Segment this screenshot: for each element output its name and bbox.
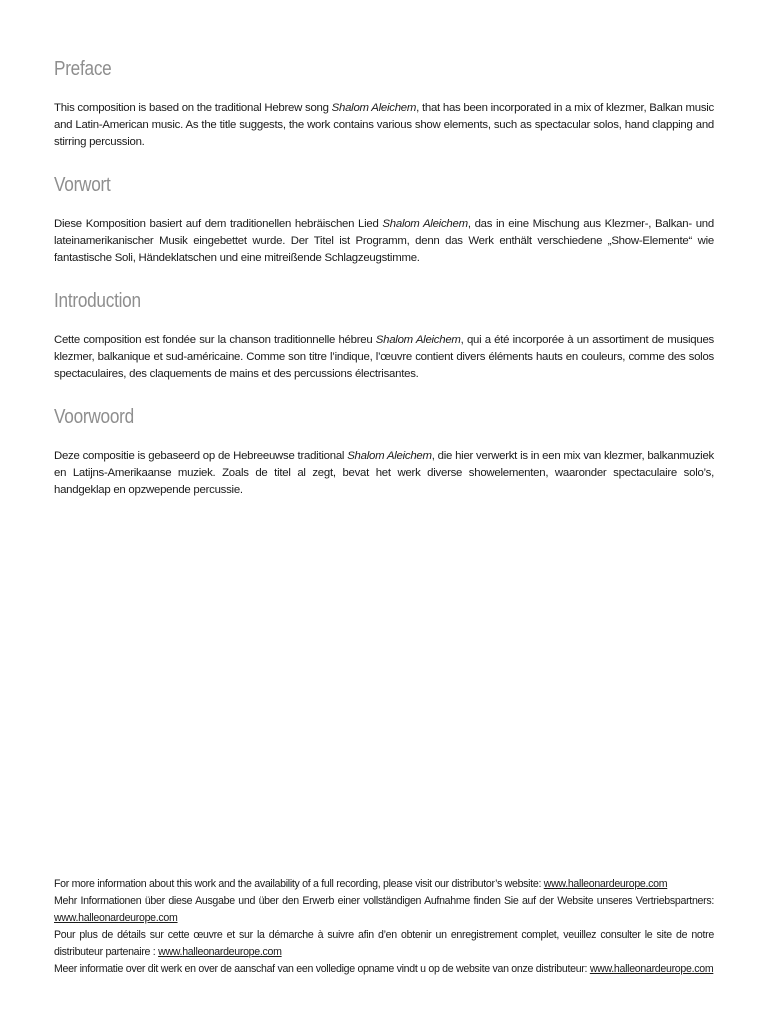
distributor-link-nl[interactable]: www.halleonardeurope.com <box>589 963 714 975</box>
paragraph-text: , qui a été incorporée à un assortiment de musiques klezmer, balkanique et sud-américaine. Comme son titre l’indique, l’œuvre contient divers éléments hauts en couleurs, comme des solos spectaculaires, des claquements de mains et des percussions électrisantes. <box>54 334 714 380</box>
section-heading-vorwort: Vorwort <box>54 174 111 196</box>
section-introduction <box>54 289 714 383</box>
footer-text-de: Mehr Informationen über diese Ausgabe und über den Erwerb einer vollständigen Aufnahme finden Sie auf der Website unseres Vertriebspartners: <box>54 895 714 907</box>
footer-text-en: For more information about this work and the availability of a full recording, please visit our distributor’s website: <box>54 878 544 890</box>
section-paragraph-voorwoord <box>54 448 714 499</box>
section-vorwort <box>54 173 714 267</box>
section-heading-voorwoord: Voorwoord <box>54 406 134 428</box>
paragraph-text: , das in eine Mischung aus Klezmer-, Balkan- und lateinamerikanischer Musik eingebettet wurde. Der Titel ist Programm, denn das Werk enthält verschiedene „Show-Elemente“ wie fantastische Soli, Händeklatschen und eine mitreißende Schlagzeugstimme. <box>54 218 714 264</box>
footer-line-de <box>54 893 714 927</box>
section-preface <box>54 57 714 151</box>
distributor-link-de[interactable]: www.halleonardeurope.com <box>54 912 178 924</box>
distributor-link-en[interactable]: www.halleonardeurope.com <box>543 878 668 890</box>
footer-text-fr: Pour plus de détails sur cette œuvre et sur la démarche à suivre afin d’en obtenir un enregistrement complet, veuillez consulter le site de notre distributeur partenaire : <box>54 929 714 958</box>
paragraph-text: , that has been incorporated in a mix of klezmer, Balkan music and Latin-American music. As the title suggests, the work contains various show elements, such as spectacular solos, hand clapping and stirring percussion. <box>54 102 715 148</box>
footer-line-en <box>54 876 714 893</box>
footer-line-fr <box>54 927 714 961</box>
song-title: Shalom Aleichem <box>347 450 432 462</box>
section-paragraph-vorwort <box>54 216 714 267</box>
paragraph-text: Cette composition est fondée sur la chanson traditionnelle hébreu <box>54 334 376 346</box>
footer-line-nl <box>54 961 714 978</box>
section-paragraph-preface <box>54 100 714 151</box>
paragraph-text: Deze compositie is gebaseerd op de Hebreeuwse traditional <box>54 450 348 462</box>
footer-text-nl: Meer informatie over dit werk en over de aanschaf van een volledige opname vindt u op de website van onze distributeur: <box>54 963 590 975</box>
song-title: Shalom Aleichem <box>382 218 468 230</box>
paragraph-text: , die hier verwerkt is in een mix van klezmer, balkanmuziek en Latijns-Amerikaanse muziek. Zoals de titel al zegt, bevat het werk diverse showelementen, waaronder spectaculaire solo’s, handgeklap en opzwepende percussie. <box>54 450 714 496</box>
song-title: Shalom Aleichem <box>375 334 461 346</box>
distributor-link-fr[interactable]: www.halleonardeurope.com <box>158 946 282 958</box>
paragraph-text: This composition is based on the traditional Hebrew song <box>54 102 332 114</box>
section-heading-preface: Preface <box>54 58 112 80</box>
paragraph-text: Diese Komposition basiert auf dem traditionellen hebräischen Lied <box>54 218 383 230</box>
footer-distributor-info <box>54 876 714 978</box>
song-title: Shalom Aleichem <box>331 102 417 114</box>
section-voorwoord <box>54 405 714 499</box>
section-paragraph-introduction <box>54 332 714 383</box>
section-heading-introduction: Introduction <box>54 290 141 312</box>
